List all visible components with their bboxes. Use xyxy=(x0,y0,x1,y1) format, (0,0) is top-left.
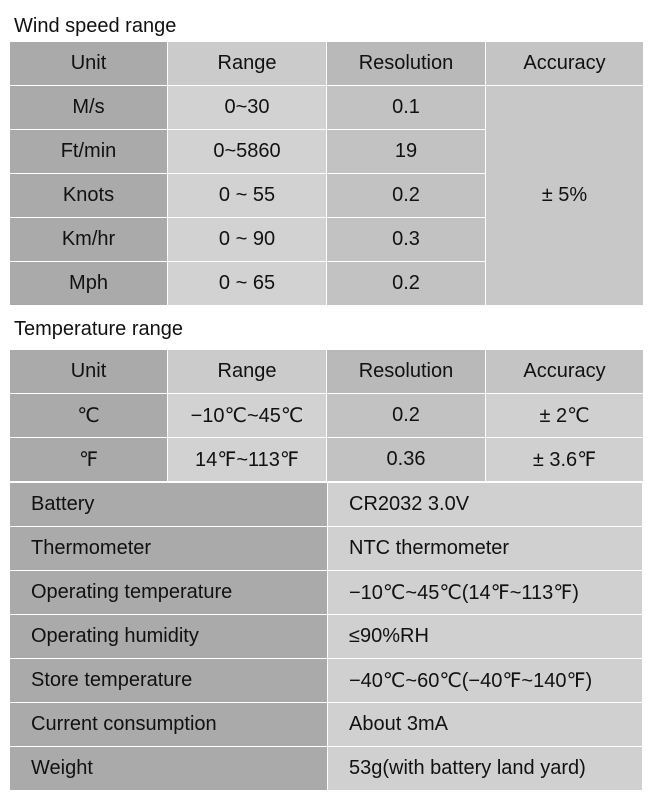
wind-range-cell: 0~30 xyxy=(168,86,327,130)
wind-speed-table xyxy=(9,41,644,306)
spec-label: Current consumption xyxy=(10,703,328,747)
temperature-header-row xyxy=(10,350,644,394)
temperature-header-resolution: Resolution xyxy=(327,350,486,394)
wind-resolution-cell: 19 xyxy=(327,130,486,174)
spec-value: NTC thermometer xyxy=(328,527,643,571)
temperature-header-accuracy: Accuracy xyxy=(486,350,644,394)
wind-range-cell: 0 ~ 65 xyxy=(168,262,327,306)
wind-unit-cell: Ft/min xyxy=(10,130,168,174)
wind-range-cell: 0~5860 xyxy=(168,130,327,174)
temperature-section-title: Temperature range xyxy=(14,318,183,340)
table-row xyxy=(10,438,644,482)
spec-value: −10℃~45℃(14℉~113℉) xyxy=(328,571,643,615)
spec-value: CR2032 3.0V xyxy=(328,483,643,527)
spec-value: 53g(with battery land yard) xyxy=(328,747,643,791)
temperature-table xyxy=(9,349,644,482)
spec-value: ≤90%RH xyxy=(328,615,643,659)
temperature-range-cell: 14℉~113℉ xyxy=(168,438,327,482)
wind-header-unit: Unit xyxy=(10,42,168,86)
spec-label: Thermometer xyxy=(10,527,328,571)
wind-accuracy-cell: ± 5% xyxy=(486,86,644,306)
wind-unit-cell: Knots xyxy=(10,174,168,218)
wind-unit-cell: Km/hr xyxy=(10,218,168,262)
wind-header-resolution: Resolution xyxy=(327,42,486,86)
spec-value: −40℃~60℃(−40℉~140℉) xyxy=(328,659,643,703)
temperature-unit-cell: ℉ xyxy=(10,438,168,482)
temperature-unit-cell: ℃ xyxy=(10,394,168,438)
temperature-accuracy-cell: ± 2℃ xyxy=(486,394,644,438)
table-row xyxy=(10,527,643,571)
wind-range-cell: 0 ~ 55 xyxy=(168,174,327,218)
table-row xyxy=(10,86,644,130)
wind-resolution-cell: 0.3 xyxy=(327,218,486,262)
table-row xyxy=(10,615,643,659)
wind-header-row xyxy=(10,42,644,86)
spec-label: Operating temperature xyxy=(10,571,328,615)
table-row xyxy=(10,571,643,615)
spec-label: Operating humidity xyxy=(10,615,328,659)
wind-resolution-cell: 0.1 xyxy=(327,86,486,130)
temperature-header-unit: Unit xyxy=(10,350,168,394)
table-row xyxy=(10,659,643,703)
spec-label: Store temperature xyxy=(10,659,328,703)
spec-value: About 3mA xyxy=(328,703,643,747)
wind-resolution-cell: 0.2 xyxy=(327,262,486,306)
temperature-resolution-cell: 0.2 xyxy=(327,394,486,438)
temperature-accuracy-cell: ± 3.6℉ xyxy=(486,438,644,482)
wind-section-title: Wind speed range xyxy=(14,15,177,37)
wind-resolution-cell: 0.2 xyxy=(327,174,486,218)
temperature-resolution-cell: 0.36 xyxy=(327,438,486,482)
spec-label: Battery xyxy=(10,483,328,527)
temperature-range-cell: −10℃~45℃ xyxy=(168,394,327,438)
table-row xyxy=(10,394,644,438)
wind-range-cell: 0 ~ 90 xyxy=(168,218,327,262)
wind-header-accuracy: Accuracy xyxy=(486,42,644,86)
wind-unit-cell: Mph xyxy=(10,262,168,306)
wind-unit-cell: M/s xyxy=(10,86,168,130)
general-specs-table xyxy=(9,482,643,791)
table-row xyxy=(10,703,643,747)
wind-header-range: Range xyxy=(168,42,327,86)
table-row xyxy=(10,483,643,527)
spec-label: Weight xyxy=(10,747,328,791)
temperature-header-range: Range xyxy=(168,350,327,394)
table-row xyxy=(10,747,643,791)
